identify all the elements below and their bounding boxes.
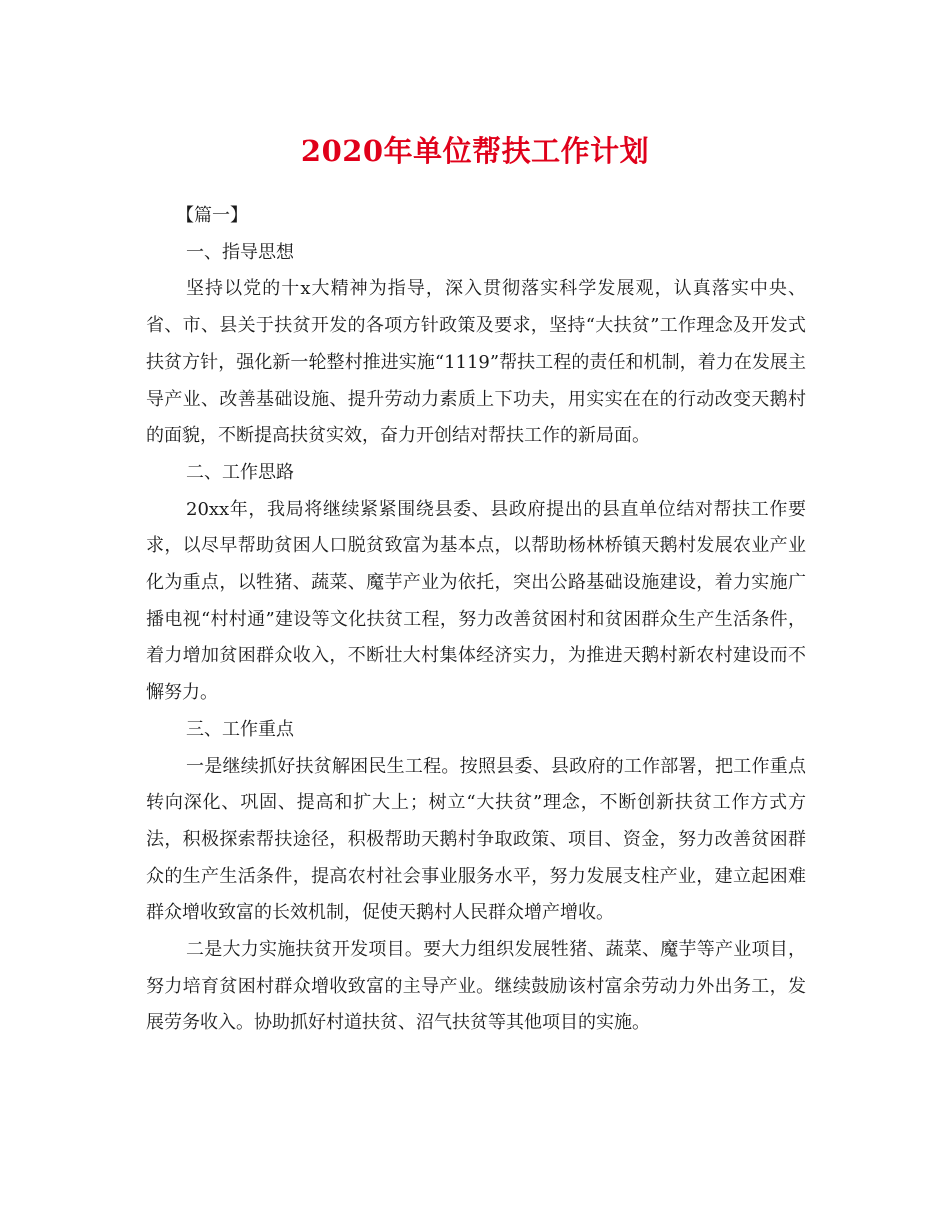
heading-guiding-ideology: 一、指导思想 [186,241,294,263]
document-body [146,198,806,1042]
paragraph-work-focus-2: 二是大力实施扶贫开发项目。要大力组织发展牲猪、蔬菜、魔芋等产业项目，努力培育贫困村群众增收致富的主导产业。继续鼓励该村富余劳动力外出务工，发展劳务收入。协助抓好村道扶贫、沼气扶贫等其他项目的实施。 [146,939,806,1034]
document-title: 2020年单位帮扶工作计划 [300,134,650,168]
section-label: 【篇一】 [176,205,248,226]
heading-work-focus: 三、工作重点 [186,718,294,740]
paragraph-guiding-ideology: 坚持以党的十x大精神为指导，深入贯彻落实科学发展观，认真落实中央、省、市、县关于扶贫开发的各项方针政策及要求，坚持“大扶贫”工作理念及开发式扶贫方针，强化新一轮整村推进实施“1119”帮扶工程的责任和机制，着力在发展主导产业、改善基础设施、提升劳动力素质上下功夫，用实实在在的行动改变天鹅村的面貌，不断提高扶贫实效，奋力开创结对帮扶工作的新局面。 [146,278,806,447]
paragraph-work-approach: 20xx年，我局将继续紧紧围绕县委、县政府提出的县直单位结对帮扶工作要求，以尽早帮助贫困人口脱贫致富为基本点，以帮助杨林桥镇天鹅村发展农业产业化为重点，以牲猪、蔬菜、魔芋产业为依托，突出公路基础设施建设，着力实施广播电视“村村通”建设等文化扶贫工程，努力改善贫困村和贫困群众生产生活条件，着力增加贫困群众收入，不断壮大村集体经济实力，为推进天鹅村新农村建设而不懈努力。 [146,498,806,704]
paragraph-work-focus-1: 一是继续抓好扶贫解困民生工程。按照县委、县政府的工作部署，把工作重点转向深化、巩固、提高和扩大上；树立“大扶贫”理念，不断创新扶贫工作方式方法，积极探索帮扶途径，积极帮助天鹅村争取政策、项目、资金，努力改善贫困群众的生产生活条件，提高农村社会事业服务水平，努力发展支柱产业，建立起困难群众增收致富的长效机制，促使天鹅村人民群众增产增收。 [146,755,806,924]
heading-work-approach: 二、工作思路 [186,461,294,483]
